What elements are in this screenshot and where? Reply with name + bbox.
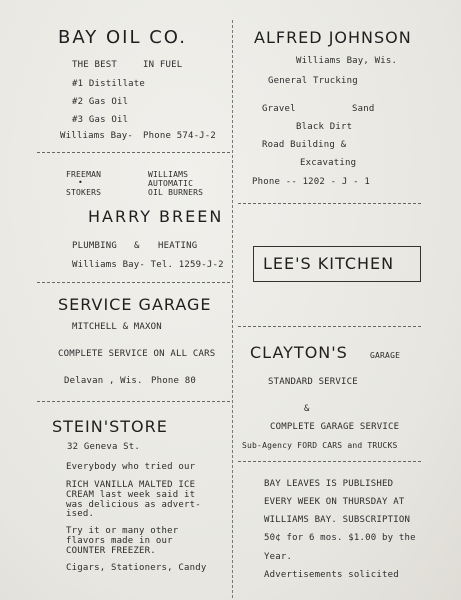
- stein-text-4: was delicious as advert-: [66, 500, 201, 510]
- service-tagline: COMPLETE SERVICE ON ALL CARS: [58, 349, 216, 359]
- stokers-label: STOKERS: [66, 188, 102, 197]
- service-phone: Phone 80: [151, 376, 196, 386]
- alfred-location: Williams Bay, Wis.: [296, 56, 398, 66]
- harry-line1-c: HEATING: [158, 241, 198, 251]
- alfred-black-dirt: Black Dirt: [296, 122, 353, 132]
- divider-service: [37, 401, 230, 402]
- notice-line-3: WILLIAMS BAY. SUBSCRIPTION: [264, 515, 411, 525]
- stein-address: 32 Geneva St.: [67, 442, 141, 452]
- bay-oil-product-1: #1 Distillate: [72, 79, 146, 89]
- alfred-johnson-title: ALFRED JOHNSON: [254, 28, 412, 47]
- harry-address-phone: Williams Bay- Tel. 1259-J-2: [72, 260, 224, 270]
- stein-text-8: COUNTER FREEZER.: [66, 546, 156, 556]
- alfred-phone: Phone -- 1202 - J - 1: [252, 177, 370, 187]
- claytons-sub-agency: Sub-Agency FORD CARS and TRUCKS: [242, 441, 398, 450]
- divider-harry: [37, 282, 230, 283]
- lees-kitchen-title: LEE'S KITCHEN: [263, 254, 395, 273]
- center-column-divider: [232, 20, 233, 598]
- bay-oil-tagline-1: THE BEST: [72, 60, 117, 70]
- bay-oil-product-3: #3 Gas Oil: [72, 115, 129, 125]
- claytons-ampersand: &: [304, 404, 310, 414]
- bay-oil-phone: Phone 574-J-2: [143, 131, 217, 141]
- service-owners: MITCHELL & MAXON: [72, 322, 162, 332]
- claytons-title: CLAYTON'S: [250, 343, 348, 362]
- williams-label-2: AUTOMATIC: [148, 179, 194, 188]
- alfred-gravel: Gravel: [262, 104, 296, 114]
- stein-text-2: RICH VANILLA MALTED ICE: [66, 480, 196, 490]
- stein-store-title: STEIN'STORE: [52, 417, 168, 436]
- notice-line-6: Advertisements solicited: [264, 570, 399, 580]
- notice-line-2: EVERY WEEK ON THURSDAY AT: [264, 497, 405, 507]
- alfred-road-building: Road Building &: [262, 140, 347, 150]
- alfred-trade: General Trucking: [268, 76, 358, 86]
- alfred-excavating: Excavating: [300, 158, 357, 168]
- claytons-complete-service: COMPLETE GARAGE SERVICE: [270, 422, 400, 432]
- service-garage-title: SERVICE GARAGE: [58, 295, 212, 314]
- stein-text-9: Cigars, Stationers, Candy: [66, 563, 207, 573]
- divider-alfred: [238, 203, 421, 204]
- notice-line-1: BAY LEAVES IS PUBLISHED: [264, 479, 394, 489]
- williams-label-1: WILLIAMS: [148, 170, 189, 179]
- harry-line1-b: &: [134, 241, 140, 251]
- bay-oil-title: BAY OIL CO.: [58, 27, 187, 48]
- freeman-label: FREEMAN: [66, 170, 102, 179]
- notice-line-4: 50¢ for 6 mos. $1.00 by the: [264, 533, 416, 543]
- williams-label-3: OIL BURNERS: [148, 188, 204, 197]
- claytons-standard-service: STANDARD SERVICE: [268, 377, 358, 387]
- stein-text-1: Everybody who tried our: [66, 462, 196, 472]
- stein-text-6: Try it or many other: [66, 526, 179, 536]
- notice-line-5: Year.: [264, 552, 293, 562]
- harry-breen-title: HARRY BREEN: [88, 207, 224, 226]
- service-address: Delavan , Wis.: [64, 376, 143, 386]
- alfred-sand: Sand: [352, 104, 375, 114]
- divider-bay-oil: [37, 152, 230, 153]
- divider-lees: [238, 326, 421, 327]
- stein-text-3: CREAM last week said it: [66, 490, 196, 500]
- stein-text-7: flavors made in our: [66, 536, 173, 546]
- claytons-garage-suffix: GARAGE: [370, 351, 401, 360]
- harry-line1-a: PLUMBING: [72, 241, 117, 251]
- bullet-dot: •: [78, 178, 84, 187]
- bay-oil-tagline-2: IN FUEL: [143, 60, 183, 70]
- divider-claytons: [238, 461, 421, 462]
- bay-oil-product-2: #2 Gas Oil: [72, 97, 129, 107]
- bay-oil-address: Williams Bay-: [60, 131, 134, 141]
- stein-text-5: ised.: [66, 509, 95, 519]
